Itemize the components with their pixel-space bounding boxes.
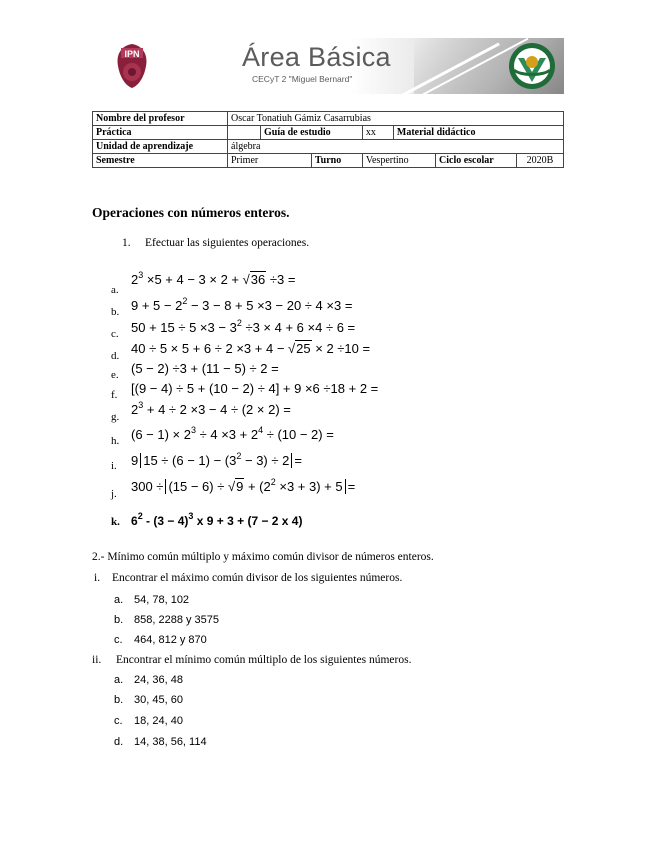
school-cycle-value: 2020B [517, 154, 564, 168]
exercise-letter: b. [111, 306, 120, 318]
exercise-f-expression: [(9 − 4) ÷ 5 + (10 − 2) ÷ 4] + 9 ×6 ÷18 + 2 = [131, 381, 379, 396]
exercise-e-expression: (5 − 2) ÷3 + (11 − 5) ÷ 2 = [131, 361, 279, 376]
banner-title: Área Básica [242, 42, 391, 72]
shift-value: Vespertino [362, 154, 435, 168]
page-title: Operaciones con números enteros. [92, 205, 290, 220]
header-banner [92, 38, 564, 94]
shift-label: Turno [311, 154, 362, 168]
exercise-a-expression: $2^3 \times 5 + 4 - 3 \times 2 + √36 \div 3$ = [131, 270, 296, 287]
exercise-letter: d. [111, 350, 120, 362]
list-item-letter: a. [114, 674, 124, 686]
list-item-letter: c. [114, 634, 123, 646]
table-row [93, 140, 564, 154]
exercise-letter: g. [111, 411, 120, 423]
table-row [93, 112, 564, 126]
list-item-letter: d. [114, 736, 124, 748]
practice-label: Práctica [93, 126, 228, 140]
section2-i-number: i. [94, 572, 101, 584]
study-guide-label: Guía de estudio [261, 126, 363, 140]
section1-number: 1. [122, 237, 131, 249]
exercise-letter: c. [111, 328, 119, 340]
list-item-letter: a. [114, 594, 124, 606]
section2-ii-number: ii. [92, 654, 102, 666]
learning-unit-value: álgebra [228, 140, 564, 154]
list-item-letter: c. [114, 715, 123, 727]
semester-value: Primer [228, 154, 312, 168]
professor-value: Oscar Tonatiuh Gámiz Casarrubias [228, 112, 564, 126]
exercise-letter: i. [111, 460, 117, 472]
section2-ii-title: Encontrar el mínimo común múltiplo de los siguientes números. [116, 654, 412, 666]
section2-i-title: Encontrar el máximo común divisor de los siguientes números. [112, 572, 403, 584]
practice-value [228, 126, 261, 140]
table-row [93, 126, 564, 140]
list-item: 464, 812 y 870 [134, 634, 207, 646]
exercise-letter: k. [111, 516, 120, 528]
exercise-h-expression: $(6 - 1) \times 2^3 \div 4 \times 3 + 2^4 \div (10 - 2)$ = [131, 425, 334, 442]
exercise-j-expression: $300 \div (15 - 6) \div √9 + (2^2 \times 3 + 3) + 5$ = [131, 477, 356, 494]
study-guide-mark: xx [362, 126, 393, 140]
exercise-d-expression: 40 ÷ 5 × 5 + 6 ÷ 2 ×3 + 4 − √25 × 2 ÷10 = [131, 341, 371, 356]
section1-title: Efectuar las siguientes operaciones. [145, 237, 310, 249]
cecyt-logo-icon [506, 40, 558, 92]
exercise-letter: h. [111, 435, 120, 447]
exercise-k-expression: $6^2 - (3 - 4)^3$ x 9 + 3 + (7 − 2 x 4) [131, 511, 303, 528]
exercise-letter: e. [111, 369, 119, 381]
school-cycle-label: Ciclo escolar [436, 154, 517, 168]
semester-label: Semestre [93, 154, 228, 168]
list-item: 24, 36, 48 [134, 674, 183, 686]
table-row [93, 154, 564, 168]
exercise-letter: a. [111, 284, 119, 296]
list-item-letter: b. [114, 614, 124, 626]
list-item: 18, 24, 40 [134, 715, 183, 727]
list-item: 54, 78, 102 [134, 594, 190, 606]
list-item-letter: b. [114, 694, 124, 706]
info-table [92, 111, 564, 168]
exercise-g-expression: $2^3 + 4 \div 2 \times 3 - 4 \div (2 \times 2)$ = [131, 400, 291, 417]
exercise-c-expression: $50 + 15 \div 5 \times 3 - 3^2 \div 3 \times 4 + 6 \times 4 \div 6$ = [131, 318, 356, 335]
ipn-logo-text: IPN [124, 49, 140, 59]
exercise-b-expression: $9 + 5 - 2^2 - 3 - 8 + 5 \times 3 - 20 \div 4 \times 3$ = [131, 296, 353, 313]
learning-unit-label: Unidad de aprendizaje [93, 140, 228, 154]
exercise-letter: j. [111, 488, 117, 500]
list-item: 30, 45, 60 [134, 694, 183, 706]
section2-title: 2.- Mínimo común múltiplo y máximo común divisor de números enteros. [92, 551, 434, 563]
exercise-i-expression: 9 $15 \div (6 - 1) - (3^2 - 3) \div 2$ = [131, 451, 302, 468]
list-item: 14, 38, 56, 114 [134, 736, 207, 748]
didactic-material-label: Material didáctico [393, 126, 563, 140]
exercise-letter: f. [111, 389, 118, 401]
list-item: 858, 2288 y 3575 [134, 614, 220, 626]
banner-subtitle: CECyT 2 "Miguel Bernard" [252, 74, 353, 84]
ipn-logo-icon [112, 42, 152, 90]
professor-label: Nombre del profesor [93, 112, 228, 126]
